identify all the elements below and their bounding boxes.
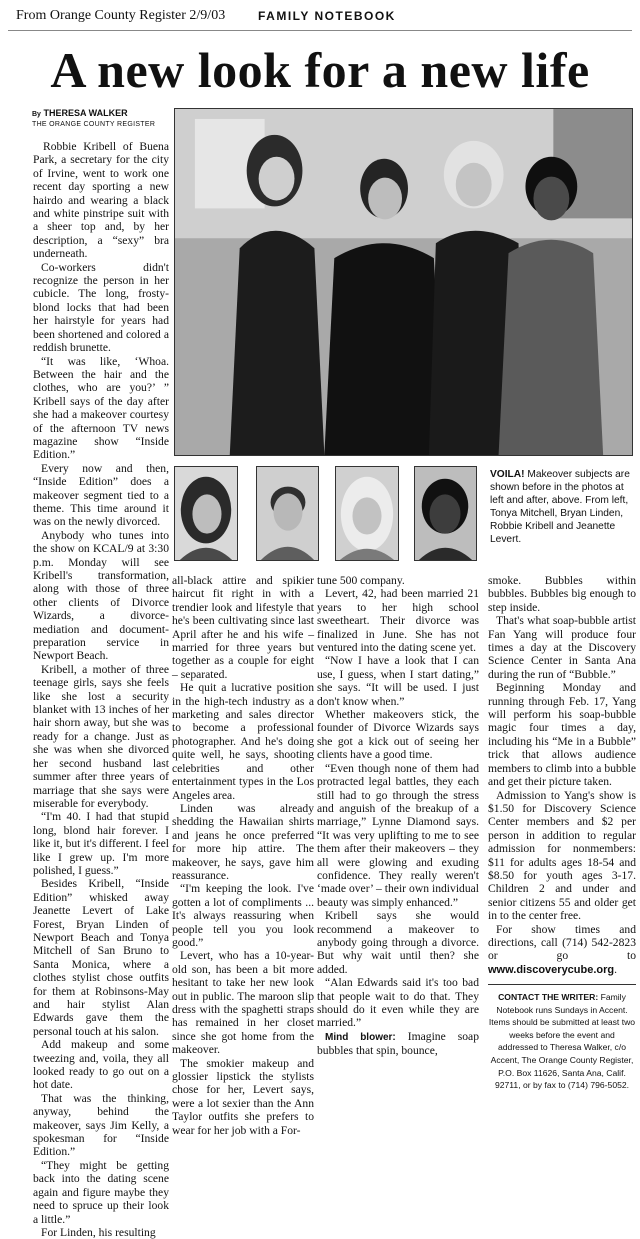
article-column-3 bbox=[317, 574, 479, 1058]
byline-by: By bbox=[32, 111, 41, 118]
paragraph: Linden was already shedding the Hawaiian shirts and jeans he once preferred for more hip attire. The makeover, he says, gave him reassurance. bbox=[172, 801, 314, 882]
mind-blower-text: Imagine soap bubbles that spin, bounce, bbox=[317, 1029, 479, 1058]
paragraph: Levert, who has a 10-year-old son, has been a bit more hesitant to take her new look out in public. The maroon slip dress with the spaghetti straps has remained in her closet since she got home from the makeover. bbox=[172, 949, 314, 1057]
contact-lead: CONTACT THE WRITER: bbox=[498, 992, 599, 1002]
paragraph: “Alan Edwards said it's too bad that people wait to do that. They should do it even while they are married.” bbox=[317, 976, 479, 1030]
paragraph: “It was like, ‘Whoa. Between the hair and the clothes, who are you?’ ” Kribell says of the day after she had a makeover courtesy of the afternoon TV news magazine show “Inside Edition.” bbox=[33, 354, 169, 462]
byline-org: THE ORANGE COUNTY REGISTER bbox=[32, 121, 156, 128]
paragraph: That was the thinking, anyway, behind the makeover, says Jim Kelly, a spokesman for “Inside Edition.” bbox=[33, 1091, 169, 1159]
discovery-url-link[interactable]: www.discoverycube.org bbox=[488, 963, 615, 976]
article-column-1 bbox=[33, 140, 169, 1239]
caption-text: Makeover subjects are shown before in the photos at left and after, above. From left, Tonya Mitchell, Bryan Linden, Robbie Kribell and Jeanette Levert. bbox=[490, 469, 630, 545]
paragraph: The smokier makeup and glossier lipstick the stylists chose for her, Levert says, were a lot sexier than the Ann Taylor outfits she prefers to wear for her job with a For- bbox=[172, 1056, 314, 1137]
paragraph: Every now and then, “Inside Edition” does a makeover segment tied to a theme. This time around it was on the newly divorced. bbox=[33, 461, 169, 529]
paragraph: Robbie Kribell of Buena Park, a secretary for the city of Irvine, went to work one recent day sporting a new hairdo and wearing a black and white pinstripe suit with a sheer top and, by her description, a “sexy” bra underneath. bbox=[33, 140, 169, 261]
source-line: From Orange County Register 2/9/03 bbox=[16, 8, 226, 23]
paragraph: Anybody who tunes into the show on KCAL/9 at 3:30 p.m. Monday will see Kribell's transformation, along with those of three other clients of Divorce Wizards, a divorce-mediation and document-preparation service in Newport Beach. bbox=[33, 528, 169, 663]
paragraph bbox=[317, 1030, 479, 1058]
article-column-4 bbox=[488, 574, 636, 977]
group-photo bbox=[174, 108, 633, 456]
before-photo-robbie bbox=[335, 466, 399, 561]
paragraph: Admission to Yang's show is $1.50 for Discovery Science Center members and $2 per person in addition to regular admission for nonmembers: $11 for adults ages 18-54 and $8.50 for youth ages 3-17. Children 2 and under and senior citizens 55 and older get in to the center free. bbox=[488, 788, 636, 923]
paragraph: Besides Kribell, “Inside Edition” whisked away Jeanette Levert of Lake Forest, Bryan Linden of Newport Beach and Tonya Mitchell of San Bruno to Santa Monica, where a clothes stylist chose outfits for them at Robinsons-May and hair stylist Alan Edwards gave them the personal touch at his salon. bbox=[33, 877, 169, 1038]
directions-end: . bbox=[614, 962, 618, 976]
paragraph: Kribell, a mother of three teenage girls, says she feels like she lost a security blanket with 13 inches of her hair shorn away, but she was ready for a change. Just as she was when she divorced her second husband last summer after three years of marriage that she says were miserable for everybody. bbox=[33, 662, 169, 810]
header-rule bbox=[8, 30, 632, 31]
before-photo-bryan bbox=[256, 466, 319, 561]
before-photo-tonya bbox=[174, 466, 238, 561]
paragraph: tune 500 company. bbox=[317, 574, 405, 587]
photo-caption bbox=[490, 468, 634, 546]
article-column-2 bbox=[172, 574, 314, 1137]
paragraph: That's what soap-bubble artist Fan Yang will produce four times a day at the Discovery Science Center in Santa Ana during the run of “Bubble.” bbox=[488, 614, 636, 681]
paragraph: Beginning Monday and running through Feb. 17, Yang will perform his soap-bubble magic four times a day, including his “Me in a Bubble” trick that allows audience members to climb into a bubble and get their picture taken. bbox=[488, 681, 636, 789]
paragraph: “I'm keeping the look. I've gotten a lot of compliments ... It's always reassuring when people tell you you look good.” bbox=[172, 882, 314, 949]
paragraph: all-black attire and spikier haircut fit right in with a trendier look and lifestyle that he's been cultivating since last April after he and his wife – married for three years but together as a couple for eight – separated. bbox=[172, 574, 314, 681]
paragraph: “Now I have a look that I can use, I guess, when I start dating,” she says. “It will be used. I just don't know when.” bbox=[317, 654, 479, 708]
caption-lead: VOILA! bbox=[490, 469, 525, 480]
paragraph: smoke. Bubbles within bubbles. Bubbles big enough to step inside. bbox=[488, 574, 636, 614]
paragraph: Co-workers didn't recognize the person in her cubicle. The long, frosty-blond locks that had been her hairstyle for years had been shortened and colored a reddish brunette. bbox=[33, 260, 169, 355]
paragraph: Whether makeovers stick, the founder of Divorce Wizards says she got a kick out of seeing her clients have a good time. bbox=[317, 708, 479, 762]
paragraph: Add makeup and some tweezing and, voila, they all looked ready to go out on a hot date. bbox=[33, 1038, 169, 1092]
paragraph: Levert, 42, had been married 21 years to her high school sweetheart. Their divorce was finalized in June. She has not ventured into the dating scene yet. bbox=[317, 587, 479, 655]
group-photo-image bbox=[175, 109, 632, 455]
paragraph: Kribell says she would recommend a makeover to anybody going through a divorce. But why wait until then? she added. bbox=[317, 909, 479, 976]
paragraph bbox=[488, 923, 636, 978]
contact-box bbox=[488, 984, 636, 1092]
before-photo-jeanette bbox=[414, 466, 477, 561]
paragraph: He quit a lucrative position in the high-tech industry as a marketing and sales director to become a professional photographer. And he's doing quite well, he says, shooting celebrities and other entertainment types in the Los Angeles area. bbox=[172, 681, 314, 802]
headline: A new look for a new life bbox=[50, 42, 590, 98]
mind-blower-lead: Mind blower: bbox=[325, 1031, 396, 1043]
directions-text: For show times and directions, call (714) 542-2823 or go to bbox=[488, 922, 636, 963]
paragraph: “I'm 40. I had that stupid long, blond hair forever. I like it, but it's different. I feel like I grew up. I'm more polished, I guess.” bbox=[33, 810, 169, 877]
contact-text: Family Notebook runs Sundays in Accent. Items should be submitted at least two weeks before the event and addressed to Theresa Walker, c/o Accent, The Orange County Register, P.O. Box 11626, Santa Ana, Calif. 92711, or by fax to (714) 796-5052. bbox=[488, 992, 636, 1091]
byline-author: THERESA WALKER bbox=[43, 108, 128, 118]
paragraph: “Even though none of them had protracted legal battles, they each still had to go through the stress and anguish of the breakup of a marriage,” Lynne Diamond says. “It was very uplifting to me to see them after their makeovers – they all were glowing and exuding confidence. They really weren't ‘made over’ – their own individual beauty was simply enhanced.” bbox=[317, 761, 479, 909]
section-label: FAMILY NOTEBOOK bbox=[258, 9, 396, 23]
page-header bbox=[0, 0, 640, 32]
paragraph: “They might be getting back into the dating scene again and figure maybe they need to spruce up their look a little.” bbox=[33, 1158, 169, 1226]
paragraph: For Linden, his resulting bbox=[41, 1225, 156, 1239]
byline bbox=[32, 108, 128, 118]
